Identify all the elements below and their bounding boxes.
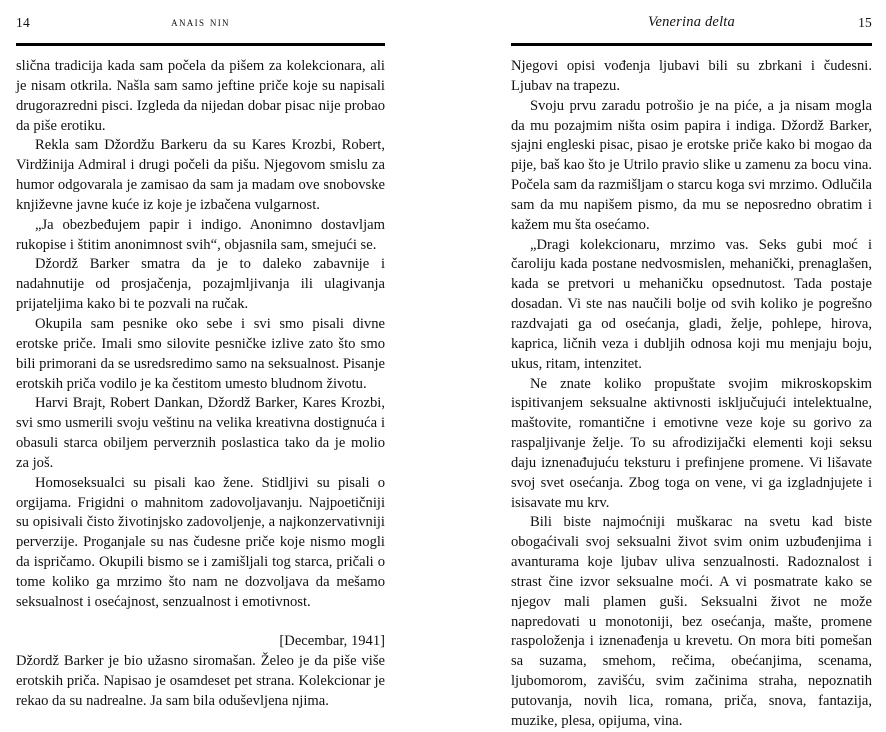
paragraph: Homoseksualci su pisali kao žene. Stidljivi su pisali o orgijama. Frigidni o mahnitom zadovoljavanju. Najpoetičniji su opisivali čisto životinjsko zadovoljenje, a najkonzervativniji perverzije. Proganjale su nas čudesne priče koje nismo mogli da ispričamo. Okupili bismo se i zamišljali tog starca, pričali o tome koliko ga mrzimo što nam ne dozvoljava da mešamo seksualnost i osećajnost, senzualnost i emotivnost. bbox=[16, 474, 385, 610]
paragraph: „Ja obezbeđujem papir i indigo. Anonimno dostavljam rukopise i štitim anonimnost svih“, objasnila sam, smejući se. bbox=[16, 216, 385, 253]
paragraph: „Dragi kolekcionaru, mrzimo vas. Seks gubi moć i čaroliju kada postane nedvosmislen, mehanički, prenaglašen, kada se pretvori u mehaničku opsednutost. Tada postaje dosadan. Vi ste nas naučili bolje od svih koliko je pogrešno razdvajati ga od osećanja, gladi, želje, pohlepe, hirova, kaprica, ličnih veza i dubljih odnosa koji mu menjaju boju, ukus, ritam, intenzitet. bbox=[511, 236, 872, 372]
paragraph: slična tradicija kada sam počela da pišem za kolekcionara, ali je nisam otkrila. Našla sam samo jeftine priče koje su napisali drugorazredni pisci. Izgleda da nijedan dobar pisac nije probao da piše erotiku. bbox=[16, 58, 385, 134]
paragraph: Ne znate koliko propuštate svojim mikroskopskim ispitivanjem seksualne aktivnosti isključujući intelektualne, maštovite, romantične i emotivne veze koje su gorivo za raspaljivanje želje. To su afrodizijački elementi koji seksu daju iznenađujuću teksturu i prefinjene promene. Vi lišavate svoj svet osećanja. Zbog toga on vene, vi ga izgladnjujete i isisavate mu krv. bbox=[511, 375, 872, 511]
paragraph: Džordž Barker je bio užasno siromašan. Želeo je da piše više erotskih priča. Napisao je osamdeset pet strana. Kolekcionar je rekao da su nadrealne. Ja sam bila oduševljena njima. bbox=[16, 653, 385, 709]
header-rule-right bbox=[511, 43, 872, 46]
paragraph: Harvi Brajt, Robert Dankan, Džordž Barker, Kares Krozbi, svi smo usmerili svoju veštinu na velika kreativna dostignuća i obasuli starca obiljem perverznih poslastica tako da je molio za još. bbox=[16, 395, 385, 471]
date-line: [Decembar, 1941] bbox=[279, 633, 385, 650]
body-text-left bbox=[16, 57, 385, 712]
running-head-right bbox=[511, 14, 872, 40]
paragraph: Svoju prvu zaradu potrošio je na piće, a ja nisam mogla da mu pozajmim ništa osim papira i indiga. Džordž Barker, sjajni engleski pisac, pisao je erotske priče kako bi mogao da pije, baš kao što je Utrilo pravio slike u zamenu za bocu vina. Počela sam da razmišljam o starcu koga svi mrzimo. Odlučila sam da mu napišem pismo, da mu se neposredno obratim i kažem mu šta osećamo. bbox=[511, 97, 872, 233]
page-right bbox=[443, 0, 886, 729]
running-head-left bbox=[16, 14, 385, 40]
running-head-title-left: anais nin bbox=[171, 15, 230, 29]
folio-left: 14 bbox=[16, 15, 30, 30]
paragraph: Rekla sam Džordžu Barkeru da su Kares Krozbi, Robert, Virdžinija Admiral i drugi počeli da pišu. Njegovom smislu za humor odgovarala je zamisao da sam ja madam ove snobovske književne javne kuće iz koje je izbačena vulgarnost. bbox=[16, 137, 385, 213]
body-text-right bbox=[511, 57, 872, 732]
page-left bbox=[0, 0, 443, 709]
paragraph: Džordž Barker smatra da je to daleko zabavnije i nadahnutije od prosjačenja, pozajmljivanja ili ulagivanja prijateljima kako bi te pozvali na ručak. bbox=[16, 256, 385, 313]
folio-right: 15 bbox=[858, 15, 872, 30]
running-head-title-right: Venerina delta bbox=[648, 14, 735, 30]
paragraph: Njegovi opisi vođenja ljubavi bili su zbrkani i čudesni. Ljubav na trapezu. bbox=[511, 58, 872, 94]
paragraph: Bili biste najmoćniji muškarac na svetu kad biste obogaćivali svoj seksualni život svim onim uzbuđenjima i avanturama koje ljubav uliva senzualnosti. Radoznalost i strast čine izvor seksualne moći. A vi posmatrate kako se njegov mali plamen guši. Seksualni život ne može napredovati u monotoniji, bez osećanja, mašte, promene raspoloženja i iznenađenja u krevetu. On mora biti pomešan sa suzama, smehom, rečima, obećanjima, scenama, ljubomorom, zavišću, svim začinima straha, nepoznatih putovanja, novih lica, romana, priča, snova, fantazija, muzike, plesa, opijuma, vina. bbox=[511, 514, 872, 729]
paragraph: Okupila sam pesnike oko sebe i svi smo pisali divne erotske priče. Imali smo silovite pesničke izlive zato što smo bili primorani da se usredsredimo samo na seksualnost. Pisanje erotskih priča vodilo je ka čestitom umesto bludnom životu. bbox=[16, 315, 385, 392]
header-rule-left bbox=[16, 43, 385, 46]
